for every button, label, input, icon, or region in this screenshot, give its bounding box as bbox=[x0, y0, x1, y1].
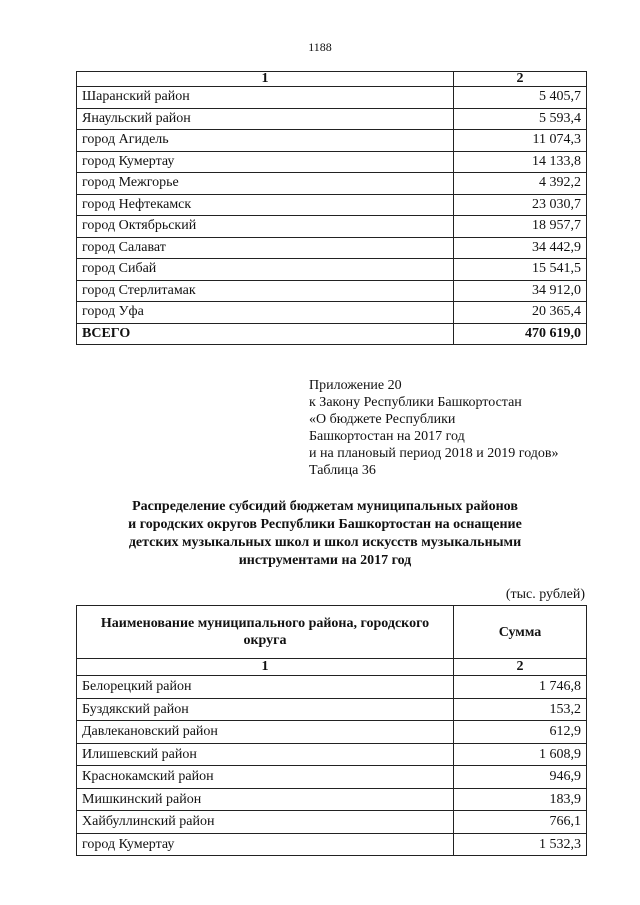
table-row bbox=[77, 766, 587, 789]
municipality-name: Белорецкий район bbox=[77, 676, 454, 699]
amount-value: 612,9 bbox=[454, 721, 587, 744]
appendix-line: и на плановый период 2018 и 2019 годов» bbox=[309, 446, 559, 461]
table-row bbox=[77, 698, 587, 721]
heading-line: Распределение субсидий бюджетам муниципальных районов bbox=[132, 499, 518, 514]
amount-value: 20 365,4 bbox=[454, 302, 587, 324]
appendix-block bbox=[309, 377, 559, 479]
table-header-row bbox=[77, 606, 587, 659]
municipality-name: город Стерлитамак bbox=[77, 280, 454, 302]
subsidy-table-continued bbox=[76, 71, 587, 345]
column-number-2: 2 bbox=[454, 659, 587, 676]
municipality-name: город Сибай bbox=[77, 259, 454, 281]
municipality-name: город Кумертау bbox=[77, 151, 454, 173]
units-note: (тыс. рублей) bbox=[505, 587, 585, 602]
column-header-name: Наименование муниципального района, городского округа bbox=[77, 606, 454, 659]
appendix-line: «О бюджете Республики bbox=[309, 412, 456, 427]
page-number: 1188 bbox=[308, 40, 332, 54]
table-row bbox=[77, 237, 587, 259]
appendix-line: Таблица 36 bbox=[309, 463, 376, 478]
table-row bbox=[77, 676, 587, 699]
table-row bbox=[77, 108, 587, 130]
amount-value: 4 392,2 bbox=[454, 173, 587, 195]
subsidy-table bbox=[76, 605, 587, 856]
appendix-line: Башкортостан на 2017 год bbox=[309, 429, 465, 444]
section-heading bbox=[90, 498, 560, 570]
municipality-name: Шаранский район bbox=[77, 87, 454, 109]
column-header-sum: Сумма bbox=[454, 606, 587, 659]
column-number-1: 1 bbox=[77, 659, 454, 676]
table-row bbox=[77, 788, 587, 811]
amount-value: 34 912,0 bbox=[454, 280, 587, 302]
amount-value: 183,9 bbox=[454, 788, 587, 811]
column-number-2: 2 bbox=[454, 72, 587, 87]
table-row bbox=[77, 302, 587, 324]
amount-value: 153,2 bbox=[454, 698, 587, 721]
table-row bbox=[77, 130, 587, 152]
table-row bbox=[77, 833, 587, 856]
table-row bbox=[77, 721, 587, 744]
total-label: ВСЕГО bbox=[77, 323, 454, 345]
municipality-name: Мишкинский район bbox=[77, 788, 454, 811]
table-row bbox=[77, 87, 587, 109]
heading-line: детских музыкальных школ и школ искусств музыкальными bbox=[128, 535, 522, 550]
amount-value: 23 030,7 bbox=[454, 194, 587, 216]
municipality-name: город Нефтекамск bbox=[77, 194, 454, 216]
municipality-name: город Агидель bbox=[77, 130, 454, 152]
municipality-name: город Кумертау bbox=[77, 833, 454, 856]
amount-value: 1 746,8 bbox=[454, 676, 587, 699]
appendix-line: к Закону Республики Башкортостан bbox=[309, 395, 522, 410]
column-number-row bbox=[77, 659, 587, 676]
municipality-name: Краснокамский район bbox=[77, 766, 454, 789]
table-row bbox=[77, 194, 587, 216]
municipality-name: город Салават bbox=[77, 237, 454, 259]
municipality-name: Буздякский район bbox=[77, 698, 454, 721]
table-row bbox=[77, 151, 587, 173]
municipality-name: город Межгорье bbox=[77, 173, 454, 195]
amount-value: 946,9 bbox=[454, 766, 587, 789]
amount-value: 1 532,3 bbox=[454, 833, 587, 856]
amount-value: 1 608,9 bbox=[454, 743, 587, 766]
municipality-name: Янаульский район bbox=[77, 108, 454, 130]
amount-value: 5 593,4 bbox=[454, 108, 587, 130]
amount-value: 34 442,9 bbox=[454, 237, 587, 259]
total-row bbox=[77, 323, 587, 345]
municipality-name: город Октябрьский bbox=[77, 216, 454, 238]
table-row bbox=[77, 811, 587, 834]
amount-value: 11 074,3 bbox=[454, 130, 587, 152]
table-row bbox=[77, 280, 587, 302]
total-value: 470 619,0 bbox=[454, 323, 587, 345]
municipality-name: Хайбуллинский район bbox=[77, 811, 454, 834]
amount-value: 5 405,7 bbox=[454, 87, 587, 109]
heading-line: и городских округов Республики Башкортостан на оснащение bbox=[128, 517, 522, 532]
table-row bbox=[77, 743, 587, 766]
amount-value: 14 133,8 bbox=[454, 151, 587, 173]
heading-line: инструментами на 2017 год bbox=[238, 553, 412, 568]
amount-value: 766,1 bbox=[454, 811, 587, 834]
table-row bbox=[77, 216, 587, 238]
table-row bbox=[77, 173, 587, 195]
amount-value: 18 957,7 bbox=[454, 216, 587, 238]
municipality-name: Илишевский район bbox=[77, 743, 454, 766]
table-header-row bbox=[77, 72, 587, 87]
amount-value: 15 541,5 bbox=[454, 259, 587, 281]
table-row bbox=[77, 259, 587, 281]
municipality-name: Давлекановский район bbox=[77, 721, 454, 744]
appendix-line: Приложение 20 bbox=[309, 378, 402, 393]
municipality-name: город Уфа bbox=[77, 302, 454, 324]
column-number-1: 1 bbox=[77, 72, 454, 87]
